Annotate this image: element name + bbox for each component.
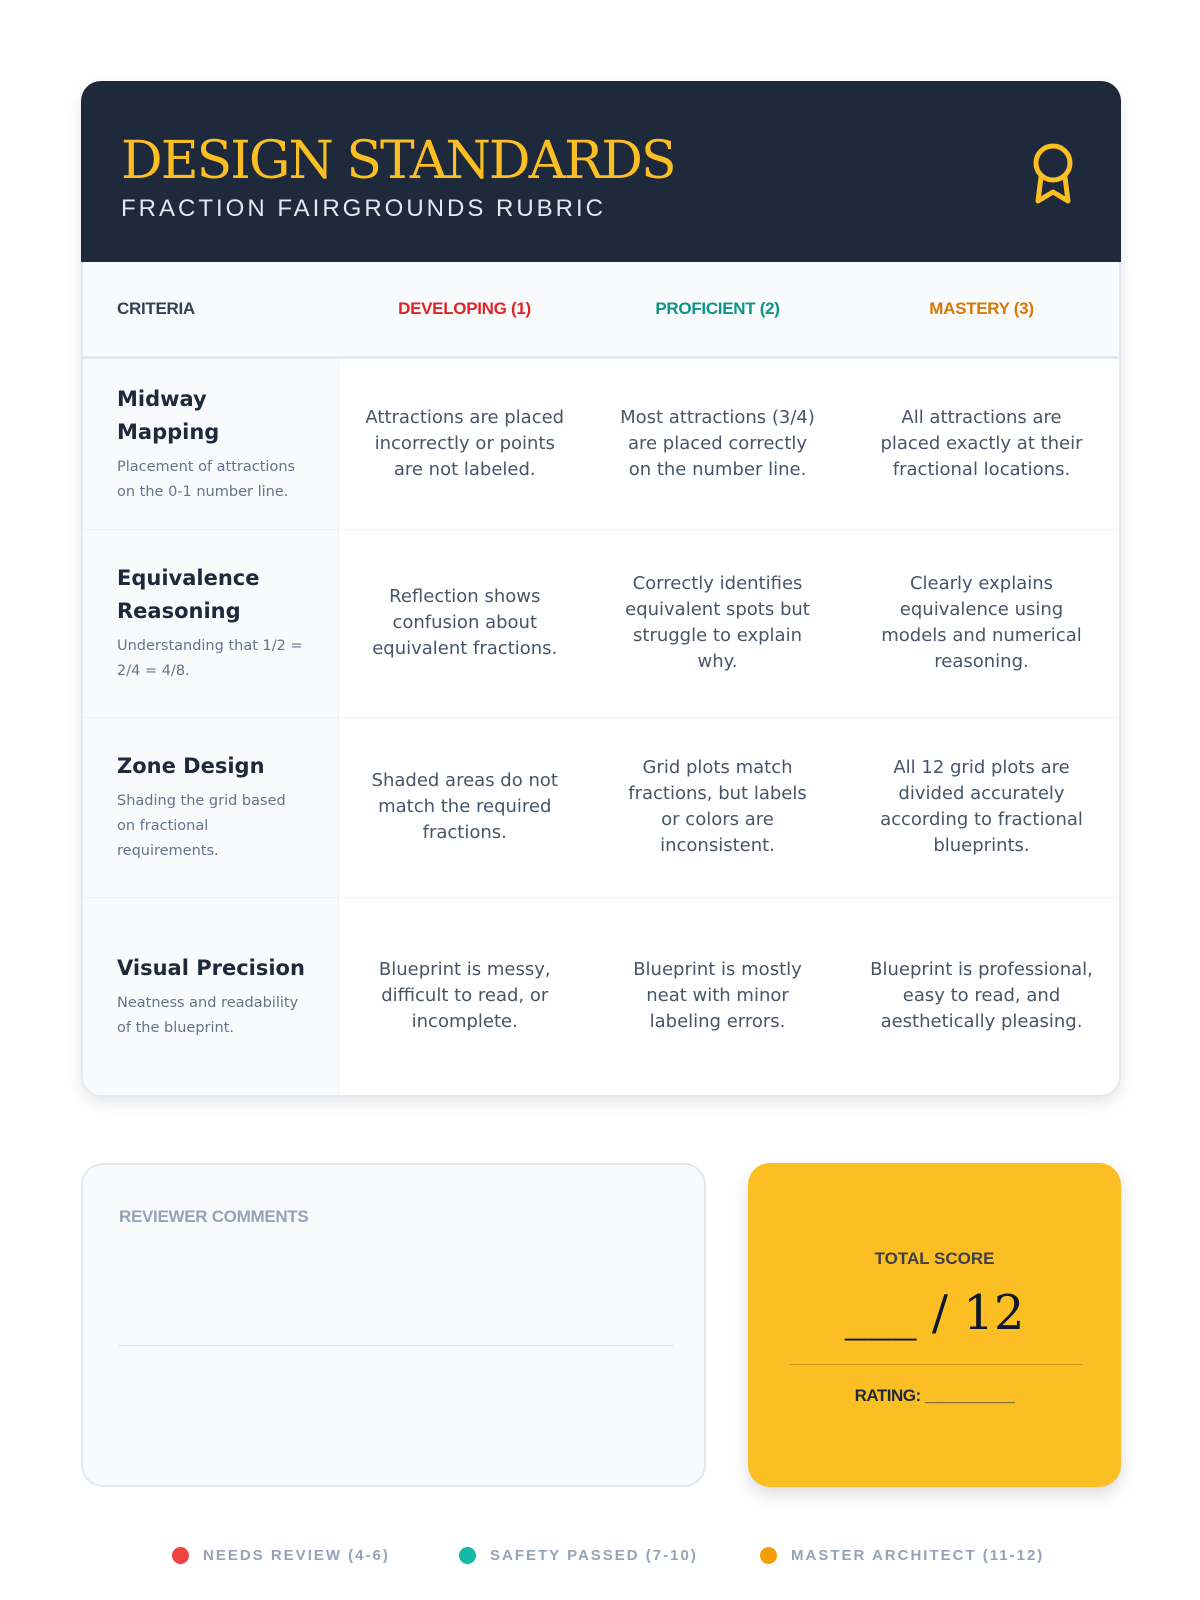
red-dot-icon: [172, 1547, 189, 1564]
criteria-cell: [83, 529, 338, 717]
total-score-label: TOTAL SCORE: [874, 1249, 995, 1268]
rubric-card: [81, 81, 1121, 1097]
developing-cell: Attractions are placed incorrectly or points are not labeled.: [365, 406, 565, 480]
column-header-developing: DEVELOPING (1): [398, 298, 531, 318]
criteria-cell: [83, 897, 338, 1095]
rubric-table: [83, 262, 1119, 1095]
legend-item-safety-passed: [459, 1543, 698, 1567]
orange-dot-icon: [760, 1547, 777, 1564]
legend-item-needs-review: [172, 1543, 390, 1567]
table-row: [83, 529, 1119, 717]
rubric-header: [81, 81, 1121, 262]
criteria-name: Midway Mapping: [117, 386, 220, 444]
score-divider: [789, 1364, 1082, 1365]
mastery-cell: All attractions are placed exactly at their fractional locations.: [880, 406, 1083, 480]
criteria-cell: [83, 357, 338, 529]
developing-cell: Shaded areas do not match the required fractions.: [371, 770, 558, 843]
criteria-name: Equivalence Reasoning: [117, 566, 260, 623]
column-header-criteria: CRITERIA: [117, 298, 195, 318]
legend-label: NEEDS REVIEW (4-6): [203, 1546, 390, 1564]
mastery-cell: Clearly explains equivalence using models and numerical reasoning.: [881, 573, 1082, 672]
legend-item-master-architect: [760, 1543, 1044, 1567]
criteria-description: Shading the grid based on fractional requirements.: [117, 793, 286, 859]
table-row: [83, 897, 1119, 1095]
rating-field[interactable]: RATING: __________: [854, 1386, 1015, 1405]
column-header-proficient: PROFICIENT (2): [655, 298, 780, 318]
score-legend: [0, 1543, 1200, 1567]
developing-cell: Reflection shows confusion about equivalent fractions.: [372, 586, 558, 659]
award-ribbon-icon: [1027, 139, 1079, 207]
table-header-row: [83, 262, 1119, 357]
total-score-box: [748, 1163, 1121, 1487]
teal-dot-icon: [459, 1547, 476, 1564]
criteria-name: Zone Design: [117, 754, 265, 778]
column-header-mastery: MASTERY (3): [929, 298, 1034, 318]
criteria-description: Understanding that 1/2 = 2/4 = 4/8.: [117, 638, 303, 679]
mastery-cell: All 12 grid plots are divided accurately according to fractional blueprints.: [880, 757, 1083, 856]
legend-label: SAFETY PASSED (7-10): [490, 1546, 698, 1564]
developing-cell: Blueprint is messy, difficult to read, or incomplete.: [378, 959, 551, 1033]
criteria-cell: [83, 717, 338, 897]
page-subtitle: FRACTION FAIRGROUNDS RUBRIC: [121, 195, 607, 222]
proficient-cell: Grid plots match fractions, but labels or colors are inconsistent.: [628, 757, 807, 856]
reviewer-comments-box[interactable]: [81, 1163, 706, 1487]
legend-label: MASTER ARCHITECT (11-12): [791, 1546, 1045, 1564]
proficient-cell: Correctly identifies equivalent spots but struggle to explain why.: [625, 573, 810, 672]
proficient-cell: Blueprint is mostly neat with minor labeling errors.: [633, 959, 802, 1033]
criteria-name: Visual Precision: [117, 955, 305, 980]
table-row: [83, 717, 1119, 897]
total-score-value[interactable]: ___ / 12: [844, 1285, 1025, 1341]
criteria-description: Placement of attractions on the 0-1 number line.: [117, 458, 296, 500]
criteria-description: Neatness and readability of the blueprint.: [117, 994, 299, 1036]
mastery-cell: Blueprint is professional, easy to read, and aesthetically pleasing.: [870, 959, 1093, 1033]
proficient-cell: Most attractions (3/4) are placed correctly on the number line.: [620, 406, 815, 480]
rubric-table-wrap: [81, 262, 1121, 1097]
page-title: DESIGN STANDARDS: [121, 131, 675, 191]
table-row: [83, 357, 1119, 529]
comments-writing-line: [119, 1345, 673, 1346]
reviewer-comments-label: REVIEWER COMMENTS: [119, 1207, 309, 1226]
